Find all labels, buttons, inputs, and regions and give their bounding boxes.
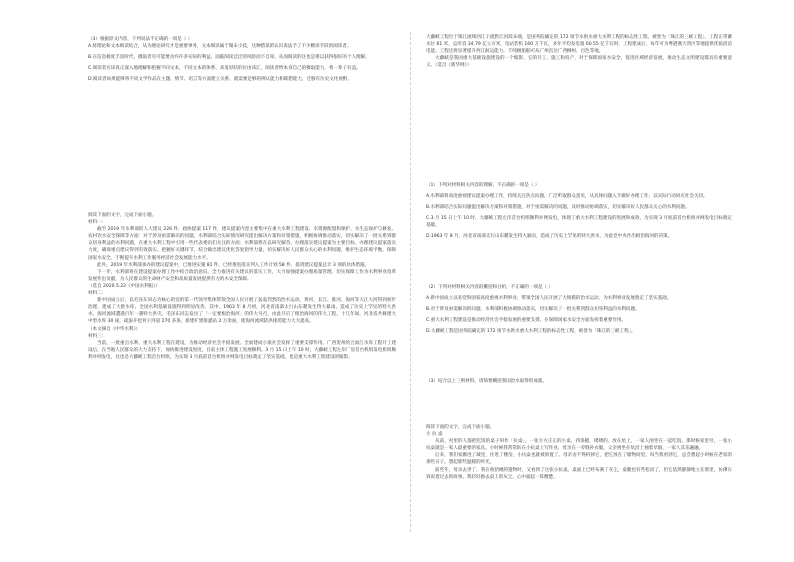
reading-passage-2 [426, 424, 732, 481]
option-d: D.1963 年 8 月，河北省南部太行山东麓发生特大暴雨，造成了历史上罕见的特大洪水，为此党中央作出根治海河的决策。 [426, 234, 673, 240]
passage-intro: 阅读下面的文字，完成下面小题。 [426, 425, 495, 430]
story-paragraph: 从前，村里的人都把吃饭的桌子叫作「抗桌」，一张方方正正的小桌，四条腿，矮矮的，放在炕上，一家人围坐在一起吃饭。那时候家里穷，一张小抗桌就是一家人最重要的家具。小时候我常常趴在小抗桌上写作业，母亲在一旁缝补衣服，父亲则坐在炕沿上抽着旱烟，一家人其乐融融。 [426, 439, 732, 452]
material-3-continued [426, 34, 732, 69]
left-column [88, 0, 396, 562]
column-divider [410, 32, 412, 532]
option-b: B.水利部结合实际问题提出解决方案和对策措施，对于亟需解决的问题，及时推动协调落实，切实解决好人民群众关心的水利问题。 [426, 205, 690, 211]
reading-passage-1 [88, 212, 396, 361]
material-3-label: 材料三： [88, 333, 107, 339]
material-2-source: （本文摘自《中华水利》） [88, 326, 141, 332]
question-2-block [426, 284, 732, 335]
option-c: C.重大水利工程建设是推动经济社会平稳发展的重要支撑，在保障国家水安全方面发挥着重要作用。 [426, 318, 626, 324]
option-c: C.3 月 15 日上午 10 时，大藤峡工程左岸首台机组顺利并网发电，体现了重大水利工程建设的进展和成效，为实现 3 月底前首台机组并网发电目标奠定基础。 [426, 216, 732, 229]
material-2-label: 材料二： [88, 291, 107, 297]
question-stem: （2）下列对材料相关内容的概括和分析，不正确的一项是（ ） [426, 285, 553, 290]
question-3-block [88, 36, 396, 83]
passage-intro: 阅读下面的文字，完成下面小题。 [88, 213, 157, 218]
question-1-block [426, 182, 732, 241]
material-1-text: 截至 2019 年水利部的人大建议 226 件、政协提案 117 件，建议提案内容主要集中在重大水利工程建设、水资源配置和保护、水生态保护与修复、农村饮水安全保障等方面：对于涉及亟需解决的问题，水利部结合实际情况研究提出解决方案和对策措施，积极协调推动落实，切实解决了一批关系到群众切身利益的水利问题，在重大水利工程中引用一些代表委员们关注的方面：水利部将在以研究解答、办理落实建议提案为主要目标，办理建议提案落实力度，确保重点建议得到有效落实。把握好关键环节，结合做出建议优化答复指导力量，切实解决好人民群众关心的水利问题，维护生态环境平衡，保障国家水安全，不断提升水利工作服务经济社会发展能力水平。 [88, 227, 396, 261]
material-1-text-2: 此外，2019 年水利部承办的建议提案中，已推进实施 81 件，已经推进落实列入工作计划 58 件，提请建议提案总计 3 项的具体措施。 [97, 262, 370, 268]
material-2-text: 新中国成立后，以毛泽东同志为核心的党的第一代领导集体带领全国人民开展了轰轰烈烈的治水运动，黄河、长江、淮河、海河等大江大河得到初步治理，建成了大批水库，全国水利基础设施得到明显改善。其中，1963 年 8 月初，河北省南部太行山东麓发生特大暴雨，造成了历史上罕见的特大洪水，海河流域遭遇百年一遇特大洪灾。毛泽东同志发出了「一定要根治海河」的伟大号召，由此开启了根治海河的伟大工程，十几年间，河北省共修建大中型水库 30 座，疏浚开挖骨干河道 270 多条，新建扩建排灌站 2 万余座，使海河流域防洪排涝能力大大提高。 [88, 298, 396, 325]
option-a: A.将理论和文本细读结合，从为理论研究才是重要事务，文本细读属于微末小技，这种错误的认识说法予了不少精读手段的阅读者。 [88, 44, 352, 50]
story-paragraph: 前些年，母亲去世了，我在收拾她的遗物时，又看到了这张小抗桌。桌面上已经布满了灰尘，桌腿也有些松动了，但它依然静静地立在那里，仿佛在诉说着过去的故事。我轻轻擦去桌上的灰尘，心中涌起一阵酸楚。 [426, 467, 732, 480]
material-3-continued-text: 大藤峡工程位于珠江流域西江干流黔江河段末端，是国务院确定的 172 项节水供水重大水利工程的标志性工程，被誉为「珠江的三峡工程」。工程正常蓄水位 61 米，总库容 34.79 亿立方米，电站装机 160 万千瓦，多年平均发电量 60.55 亿千瓦时，工程建成后，每年可为粤港澳大湾区等地提供优质清洁电能。工程还将显著提升西江航运能力，千吨级船舶可从广州直达广西柳州、百色等地。 [426, 35, 732, 55]
option-a: A.新中国成立以来党和国家高度重视水利事业，带领全国人民开展了大规模的治水运动，为水利事业发展奠定了坚实基础。 [426, 296, 672, 302]
option-d: D.大藤峡工程是国务院确定的 172 项节水供水重大水利工程的标志性工程，被誉为「珠江的三峡工程」。 [426, 329, 636, 335]
option-c: C.阅读者应该真正深入地理解和把握不同文本，不同文本的体系、来发轻结的位由该汇，阅读者给本身自己的摄取能力，将一辈子有益。 [88, 66, 361, 72]
question-stem: （1）下列对材料相关内容的理解，不正确的一项是（ ） [426, 183, 540, 188]
material-1-source: （选自 2020.5.22《中国水利报》） [88, 283, 161, 289]
right-column [426, 0, 732, 562]
question-stem: （3）根据原文内容，下列说法不正确的一项是（ ） [88, 37, 193, 42]
story-paragraph: 后来，我们家搬进了城里，住进了楼房，小抗桌也就被闲置了。母亲舍不得扔掉它，把它放在了储物间里。每当我看到它，总会想起小时候在老家的那些日子，想起那些温暖的时光。 [426, 453, 732, 466]
option-a: A.水利部将高度重视建议提案办理工作，持续关注热点问题，广泛听取群众意见，从具体问题入手做好办理工作，以实际行动回应社会关切。 [426, 194, 708, 200]
option-b: B.对于涉及亟需解决的问题，水利部积极协调推动落实，切实解决了一批关系到群众切身利益的水利问题。 [426, 307, 640, 313]
material-1-label: 材料一： [88, 220, 107, 226]
question-3-right [426, 378, 732, 385]
question-stem: （3）结合以上三则材料，请简要概括我国治水取得的成就。 [426, 379, 548, 384]
material-3-continued-text-2: 大藤峡是我国重大基础设施建设的一个缩影，它的开工、施工和投产，对于保障国家水安全、促进区域经济发展、推动生态文明建设都具有重要意义。（选自《新华网》） [426, 56, 732, 69]
material-3-text: 当前，一批重点水利、重大水利工程在建设，为推动经济社会平稳发展、全面建成小康社会发挥了重要支撑作用。广西贺州的合面江水库工程开工建设后，在当地人民群众的大力支持下，加快推进建设进度，目前主体工程施工进展顺利。3 月 15 日上午 10 时，大藤峡工程左岸厂房首台机组发电机组顺利并网发电，这也是大藤峡工程首台机组，为实现 3 月底前首台机组并网发电目标奠定了坚实基础，也是重大水利工程建设的缩影。 [88, 340, 396, 360]
option-d: D.阅读者如果能够将不同文学作品在主题、情节、语言等方面建立关系，就需要足够的辨认能力和联想能力，迁移有历史文化视野。 [88, 77, 352, 83]
option-b: B.在信息极度丰富时代，摄取者有可能要舍弃许多实际的利益，面临阅读泛泛的风险而不自知，从而阅读的这也是难以获得很好的个人理解。 [88, 55, 370, 61]
material-1-text-3: 下一步，水利部将在建设提案办理工作中结合政治意识，全力推进有关建议的落实工作，大力加强提案办理质量管理，切实保障工作为水利事业改革发展作出贡献，为人民群众的生命财产安全和高质量发展提供有力的水安全保障。 [88, 269, 396, 282]
story-title: 小 抗 桌 [426, 432, 443, 438]
